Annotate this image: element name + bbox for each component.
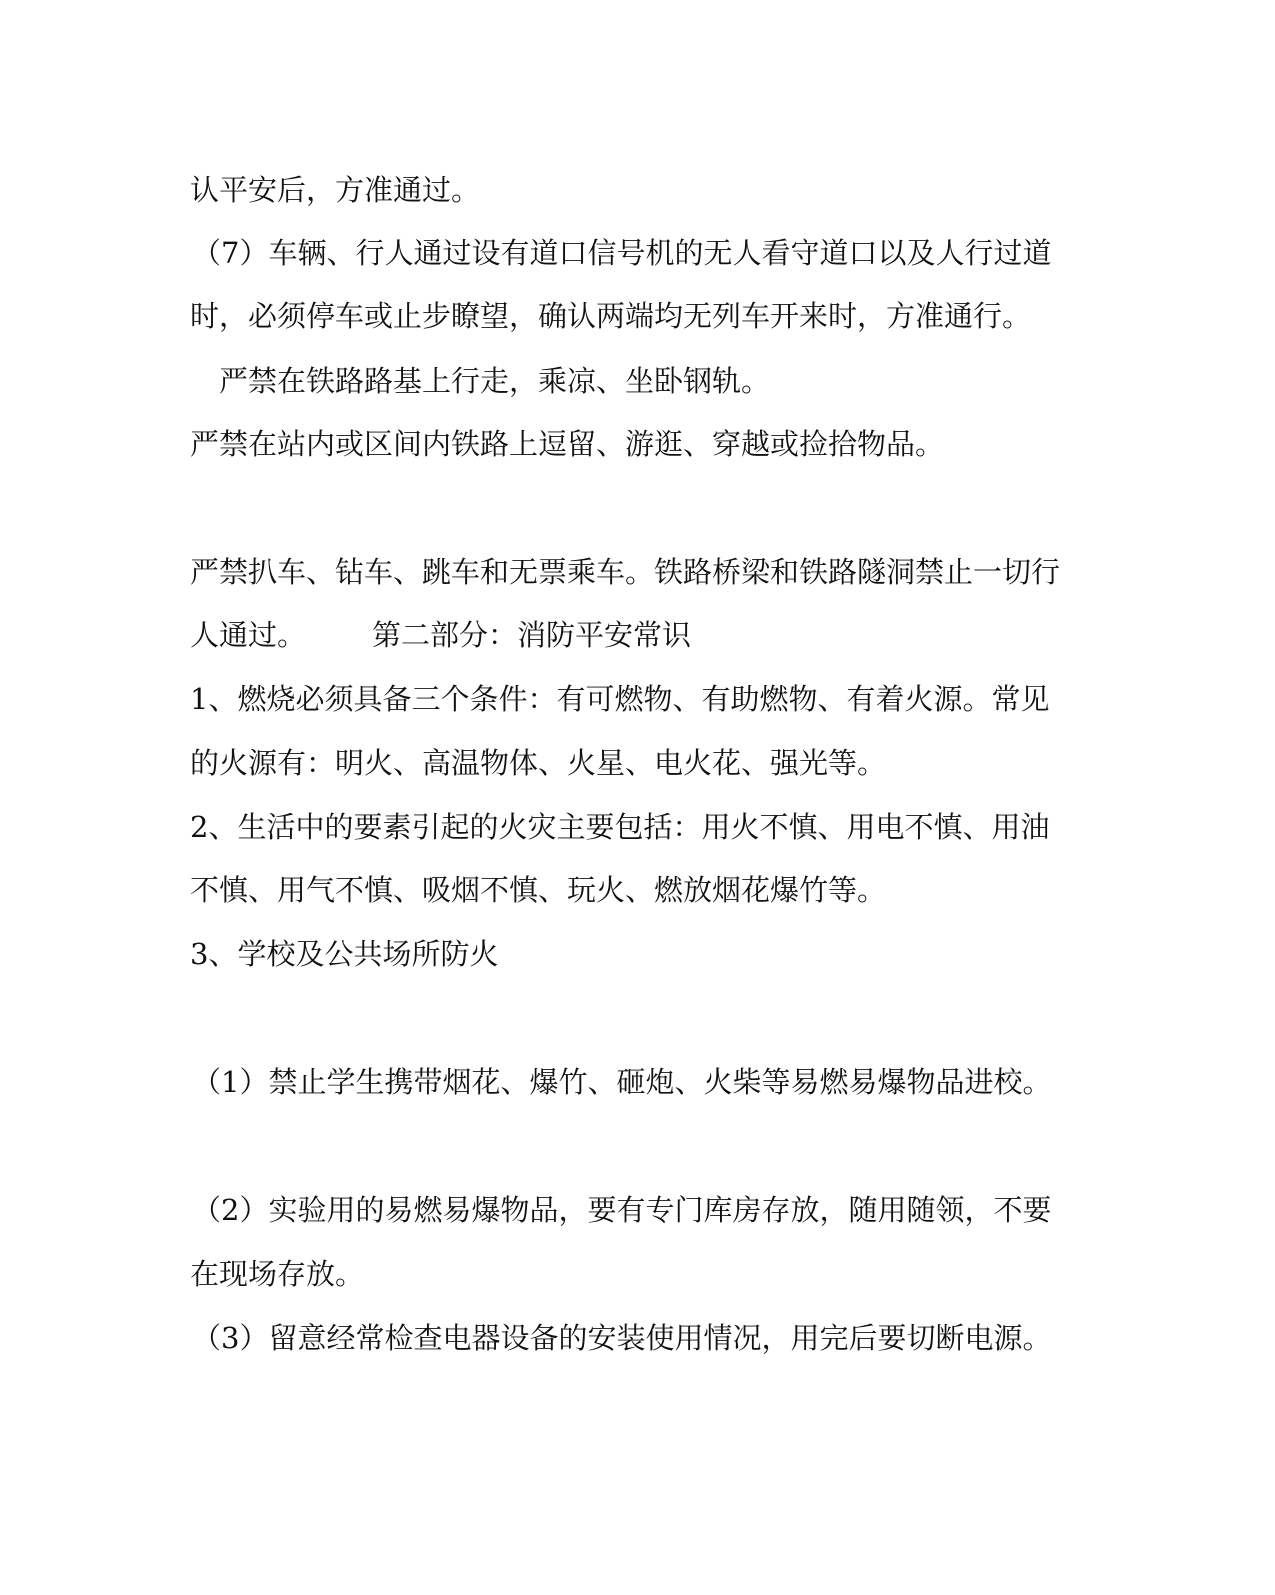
paragraph-line: 1、燃烧必须具备三个条件：有可燃物、有助燃物、有着火源。常见 (190, 682, 1050, 716)
paragraph-line: 在现场存放。 (190, 1257, 365, 1291)
paragraph-line: 严禁在铁路路基上行走，乘凉、坐卧钢轨。 (219, 364, 771, 398)
paragraph-text: 人通过。 (190, 618, 307, 652)
paragraph-line: 认平安后，方准通过。 (190, 173, 481, 207)
paragraph-line: 不慎、用气不慎、吸烟不慎、玩火、燃放烟花爆竹等。 (190, 873, 887, 907)
paragraph-line: （3）留意经常检查电器设备的安装使用情况，用完后要切断电源。 (192, 1321, 1052, 1355)
paragraph-line: （2）实验用的易燃易爆物品，要有专门库房存放，随用随领，不要 (192, 1193, 1052, 1227)
paragraph-line: 3、学校及公共场所防火 (190, 937, 499, 971)
paragraph-line: 2、生活中的要素引起的火灾主要包括：用火不慎、用电不慎、用油 (190, 810, 1050, 844)
paragraph-line (190, 615, 1070, 655)
paragraph-line: 严禁扒车、钻车、跳车和无票乘车。铁路桥梁和铁路隧洞禁止一切行 (190, 555, 1061, 589)
paragraph-line: 严禁在站内或区间内铁路上逗留、游逛、穿越或捡拾物品。 (190, 427, 945, 461)
paragraph-line: 的火源有：明火、高温物体、火星、电火花、强光等。 (190, 746, 887, 780)
section-heading: 第二部分：消防平安常识 (372, 618, 692, 652)
paragraph-line: （1）禁止学生携带烟花、爆竹、砸炮、火柴等易燃易爆物品进校。 (192, 1065, 1052, 1099)
paragraph-line: 时，必须停车或止步瞭望，确认两端均无列车开来时，方准通行。 (190, 299, 1032, 333)
paragraph-line: （7）车辆、行人通过设有道口信号机的无人看守道口以及人行过道 (192, 236, 1052, 270)
